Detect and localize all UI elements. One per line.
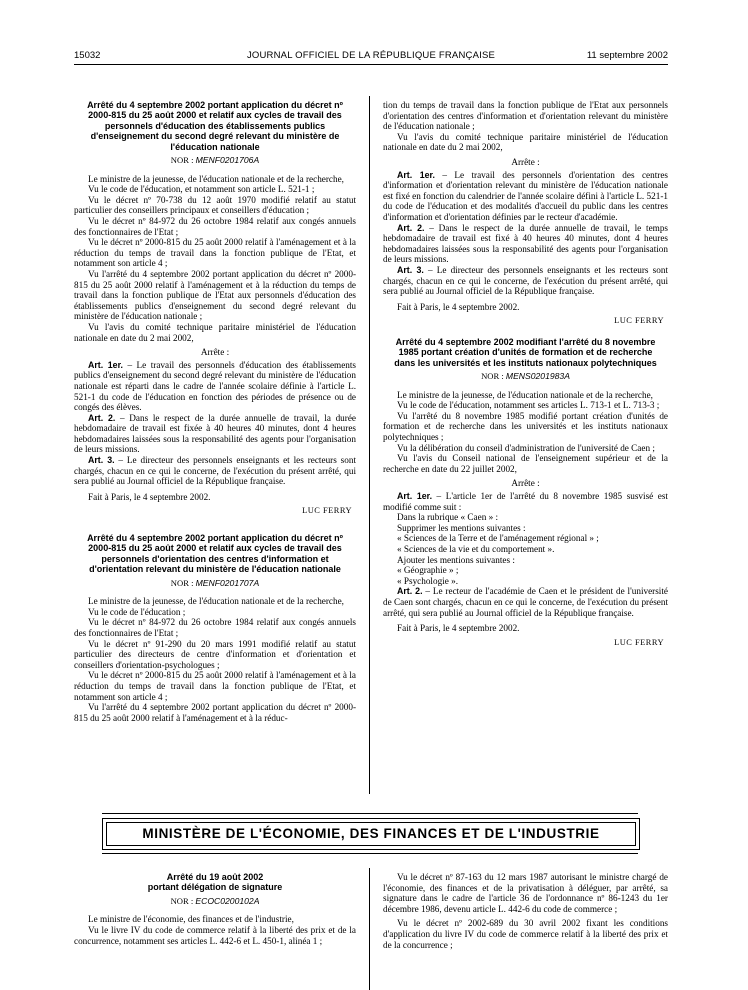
arrete-4-left [74,872,356,946]
article: Art. 2. – Le recteur de l'académie de Caen et le président de l'université de Caen sont chargés, chacun en ce qui le concerne, de l'exécution du présent arrêté, qui sera publié au Journal officiel de la République française. [383,586,668,618]
visa: Vu l'avis du Conseil national de l'enseignement supérieur et de la recherche en date du 22 juillet 2002, [383,453,668,474]
article: Art. 1er. – L'article 1er de l'arrêté du 8 novembre 1985 susvisé est modifié comme suit : [383,491,668,512]
visa: Vu le code de l'éducation, notamment ses articles L. 713-1 et L. 713-3 ; [397,400,660,411]
article: Art. 2. – Dans le respect de la durée annuelle de travail, le temps hebdomadaire de travail est fixé à 40 heures 40 minutes, dont 4 heures hebdomadaires laissées sous la responsabilité des agents pour l'organisation de leurs missions. [383,222,668,265]
column-separator-bottom [369,868,370,990]
visa: Vu le décret nº 2000-815 du 25 août 2000 relatif à l'aménagement et à la réduction du temps de travail dans la fonction publique de l'Etat, et notamment son article 4 ; [74,237,356,269]
arrete-1-nor: NOR : MENF0201706A [170,155,260,166]
arrete-3-nor: NOR : MENS0201983A [481,371,570,382]
header-rule [74,64,668,65]
list-item: Ajouter les mentions suivantes : [397,554,515,565]
arrete-2-nor: NOR : MENF0201707A [170,577,260,588]
ministry-rule-bottom [102,853,638,854]
list-item: Dans la rubrique « Caen » : [397,512,499,523]
arrete-2-intro: Le ministre de la jeunesse, de l'éducation nationale et de la recherche, [88,596,344,607]
arrete-2-continuation: tion du temps de travail dans la fonction publique de l'Etat aux personnels d'orientation des centres d'information et d'orientation relevant du ministère de l'éducation nationale ; [383,100,668,132]
ministry-heading: MINISTÈRE DE L'ÉCONOMIE, DES FINANCES ET DE L'INDUSTRIE [106,822,636,846]
visa: Vu le code de l'éducation, et notamment son article L. 521-1 ; [88,184,315,195]
ministry-heading-box [102,818,640,850]
list-item: « Psychologie ». [397,575,458,586]
fait-a-paris: Fait à Paris, le 4 septembre 2002. [88,491,211,502]
left-column [74,100,356,723]
arrete-2-title: Arrêté du 4 septembre 2002 portant application du décret nº 2000-815 du 25 août 2000 et relatif aux cycles de travail des personnels d'orientation des centres d'information et d'orientation relevant du ministère de l'éducation nationale [87,533,343,575]
arrete-4-intro: Le ministre de l'économie, des finances et de l'industrie, [88,914,294,925]
arrete-1 [74,100,356,517]
ministry-rule-top [102,813,638,814]
list-item: « Sciences de la vie et du comportement ». [397,544,555,554]
article: Art. 1er. – Le travail des personnels d'orientation des centres d'information et d'orientation relevant du ministère de l'éducation nationale est fixé en fonction du calendrier de l'année scolaire défini à l'article L. 521-1 du code de l'éducation et des modalités d'accueil du public dans les centres d'information et d'orientation définies par le recteur d'académie. [383,169,668,222]
visa: Vu l'avis du comité technique paritaire ministériel de l'éducation nationale en date du 2 mai 2002, [74,321,356,343]
arrete-4-nor: NOR : ECOC0200102A [170,895,260,906]
visa: Vu le décret nº 84-972 du 26 octobre 1984 relatif aux congés annuels des fonctionnaires de l'Etat ; [74,216,356,237]
arrete-3 [383,337,668,648]
arrete-4-title: Arrêté du 19 août 2002 portant délégation de signature [147,872,283,893]
signature: LUC FERRY [302,506,352,516]
page-number: 15032 [74,50,101,61]
arrete-2 [74,533,356,723]
visa: Vu le décret nº 70-738 du 12 août 1970 modifié relatif au statut particulier des conseillers principaux et conseillers d'éducation ; [74,194,356,216]
fait-a-paris: Fait à Paris, le 4 septembre 2002. [397,623,520,634]
signature: LUC FERRY [614,316,664,326]
visa: Vu le décret nº 84-972 du 26 octobre 1984 relatif aux congés annuels des fonctionnaires de l'Etat ; [74,617,356,639]
arrete-label: Arrête : [200,347,230,358]
signature: LUC FERRY [614,637,664,647]
article: Art. 3. – Le directeur des personnels enseignants et les recteurs sont chargés, chacun en ce qui le concerne, de l'exécution du présent arrêté, qui sera publié au Journal officiel de la République française. [74,455,356,487]
arrete-3-intro: Le ministre de la jeunesse, de l'éducation nationale et de la recherche, [397,389,653,400]
arrete-3-title: Arrêté du 4 septembre 2002 modifiant l'arrêté du 8 novembre 1985 portant création d'unités de formation et de recherche dans les universités et les instituts nationaux polytechniques [394,336,657,368]
visa: Vu le décret nº 2000-815 du 25 août 2000 relatif à l'aménagement et à la réduction du temps de travail dans la fonction publique de l'Etat, et notamment son article 4 ; [74,670,356,702]
arrete-1-title: Arrêté du 4 septembre 2002 portant application du décret nº 2000-815 du 25 août 2000 et relatif aux cycles de travail des personnels d'éducation des établissements publics d'enseignement du second degré relevant du ministère de l'éducation nationale [87,100,343,152]
issue-date: 11 septembre 2002 [586,50,668,61]
right-column [383,100,668,648]
visa: Vu le décret nº 87-163 du 12 mars 1987 autorisant le ministre chargé de l'économie, des finances et de la privatisation à déléguer, par arrêté, sa signature dans le cadre de l'article 36 de l'ordonnance nº 86-1243 du 1er décembre 1986, devenu article L. 442-6 du code de commerce ; [383,872,668,914]
page-header [74,50,668,64]
visa: Vu l'arrêté du 4 septembre 2002 portant application du décret nº 2000-815 du 25 août 2000 relatif à l'aménagement et à la réduc- [74,702,356,723]
visa: Vu l'arrêté du 4 septembre 2002 portant application du décret nº 2000-815 du 25 août 2000 relatif à l'aménagement et à la réduction du temps de travail dans la fonction publique de l'Etat aux personnels d'éducation des établissements publics d'enseignement du second degré relevant du ministère de l'éducation nationale ; [74,268,356,322]
arrete-label: Arrête : [511,156,540,167]
arrete-4-right [383,872,668,950]
list-item: « Sciences de la Terre et de l'aménagement régional » ; [397,533,599,544]
article: Art. 1er. – Le travail des personnels d'éducation des établissements publics d'enseignement du second degré relevant du ministère de l'éducation nationale est réparti dans le cadre de l'année scolaire définie à l'article L. 521-1 du code de l'éducation en fonction des périodes de présence ou de congés des élèves. [74,359,356,413]
visa: Vu le code de l'éducation ; [88,606,186,617]
visa: Vu la délibération du conseil d'administration de l'université de Caen ; [397,442,655,453]
journal-title: JOURNAL OFFICIEL DE LA RÉPUBLIQUE FRANÇAISE [246,50,496,61]
arrete-label: Arrête : [511,478,540,489]
fait-a-paris: Fait à Paris, le 4 septembre 2002. [397,301,520,312]
visa: Vu le livre IV du code de commerce relatif à la liberté des prix et de la concurrence, notamment ses articles L. 442-6 et L. 450-1, alinéa 1 ; [74,925,356,946]
column-separator [369,96,370,794]
visa: Vu l'arrêté du 8 novembre 1985 modifié portant création d'unités de formation et de recherche dans les universités et les instituts nationaux polytechniques ; [383,410,668,443]
arrete-1-intro: Le ministre de la jeunesse, de l'éducation nationale et de la recherche, [88,173,344,184]
visa: Vu le décret nº 91-290 du 20 mars 1991 modifié relatif au statut particulier des directeurs de centre d'information et d'orientation et conseillers d'orientation-psychologues ; [74,638,356,670]
article: Art. 2. – Dans le respect de la durée annuelle de travail, la durée hebdomadaire de travail est fixée à 40 heures 40 minutes, dont 4 heures hebdomadaires laissées sous la responsabilité des agents pour l'organisation de leurs missions. [74,412,356,455]
article: Art. 3. – Le directeur des personnels enseignants et les recteurs sont chargés, chacun en ce qui le concerne, de l'exécution du présent arrêté, qui sera publié au Journal officiel de la République française. [383,264,668,297]
visa: Vu l'avis du comité technique paritaire ministériel de l'éducation nationale en date du 2 mai 2002, [383,131,668,153]
list-item: Supprimer les mentions suivantes : [397,522,526,533]
visa: Vu le décret nº 2002-689 du 30 avril 2002 fixant les conditions d'application du livre IV du code de commerce relatif à la liberté des prix et de la concurrence ; [383,918,668,950]
list-item: « Géographie » ; [397,565,459,576]
